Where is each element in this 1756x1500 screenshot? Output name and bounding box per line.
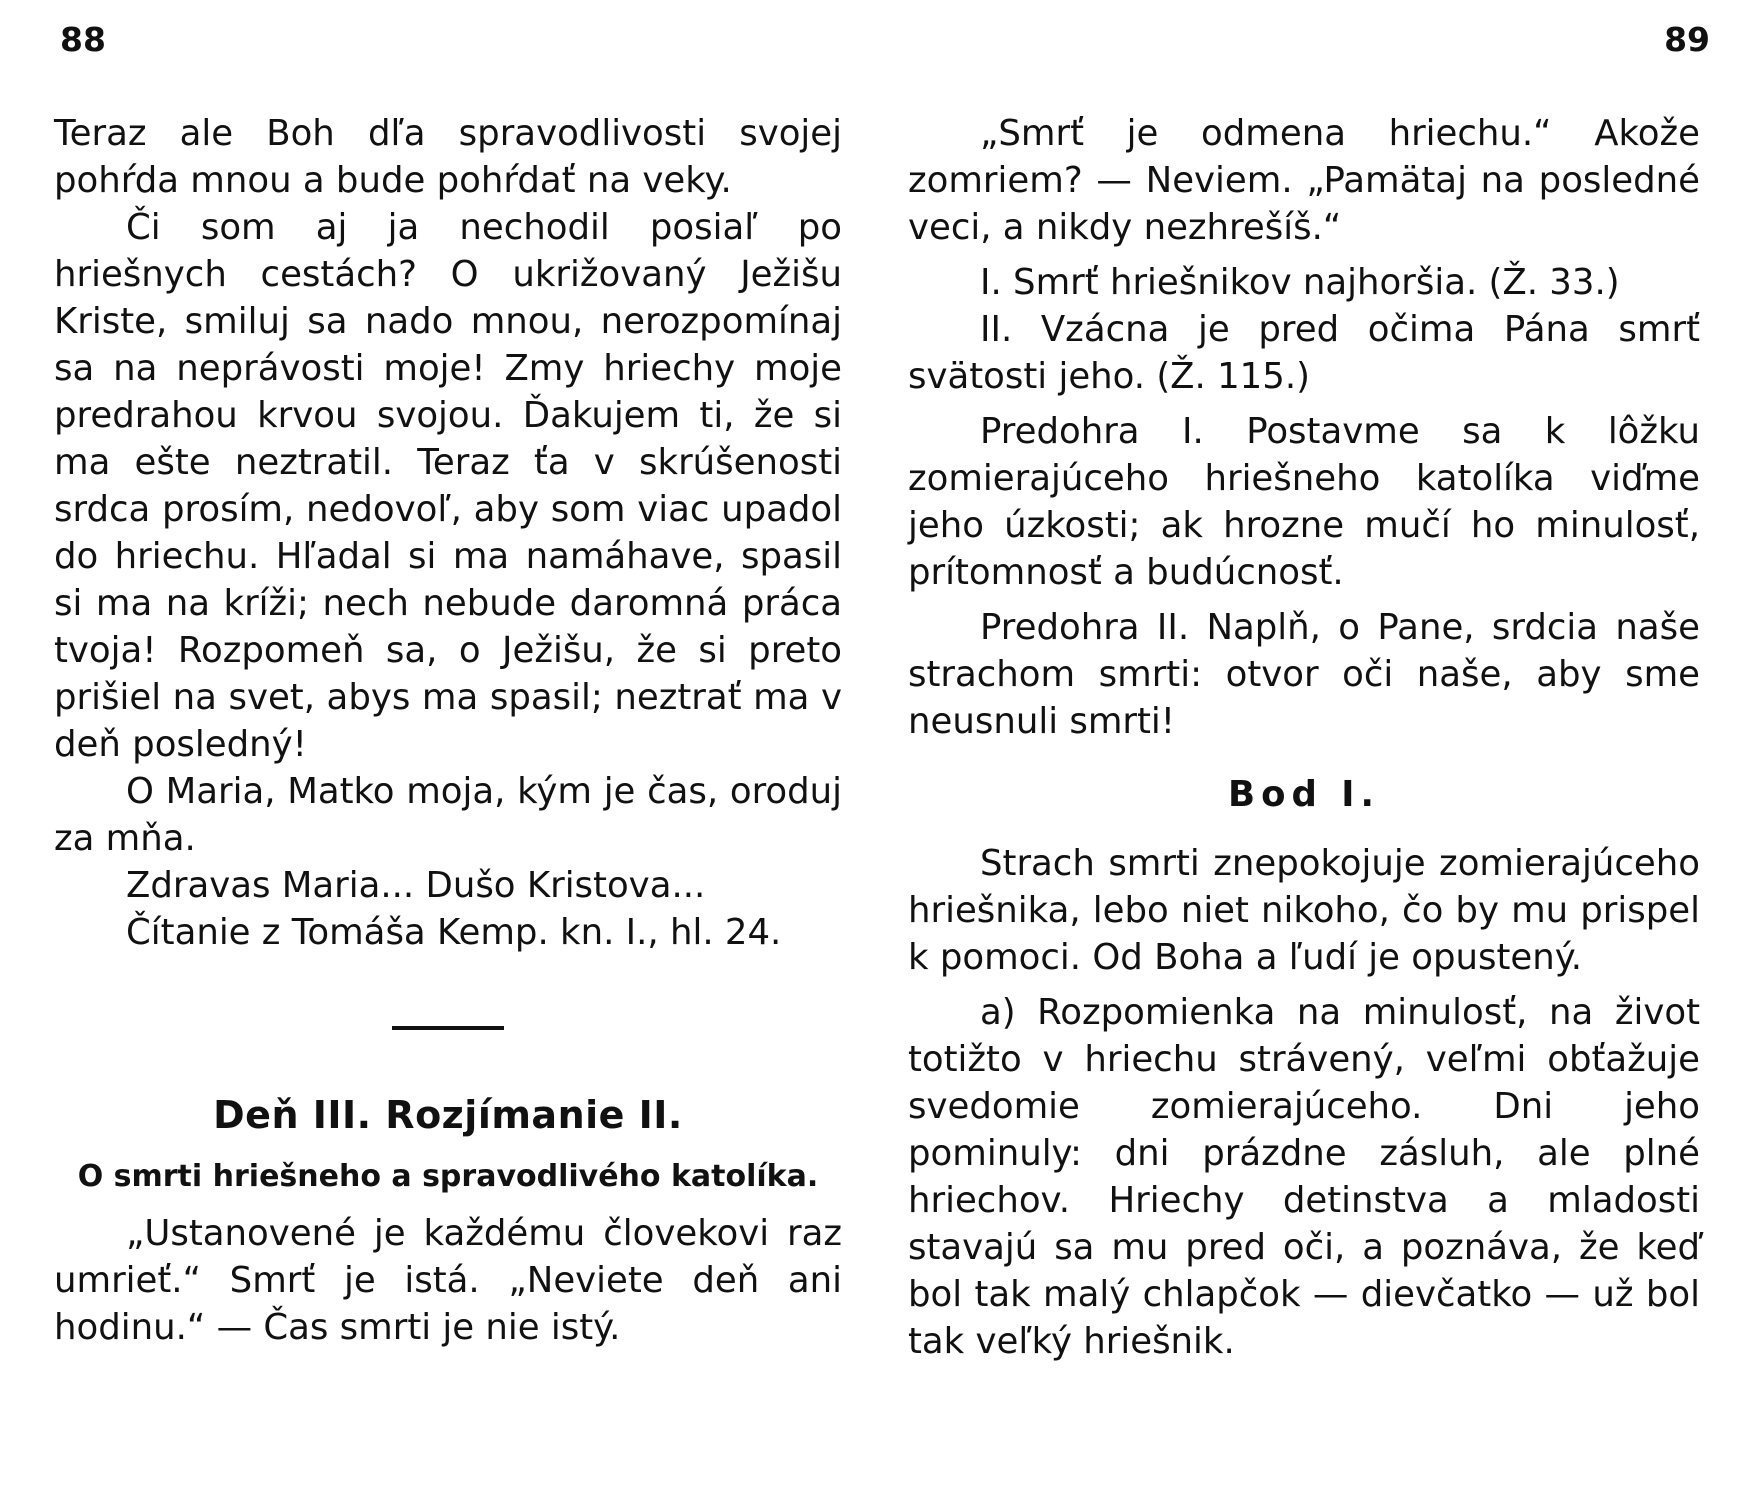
section-divider [392,1026,504,1030]
paragraph: Strach smrti znepokojuje zomierajúceho hriešnika, lebo niet nikoho, čo by mu prispel k pomoci. Od Boha a ľudí je opustený. [908,843,1700,978]
section-title: Bod I. [1228,774,1380,815]
chapter-title: Deň III. Rozjímanie II. [213,1093,683,1137]
paragraph: „Smrť je odmena hriechu.“ Akože zomriem? — Neviem. „Pamätaj na posledné veci, a nikdy nezhrešíš.“ [908,113,1700,248]
point-line: I. Smrť hriešnikov najhoršia. (Ž. 33.) [980,262,1620,303]
prelude-paragraph: Predohra I. Postavme sa k lôžku zomierajúceho hriešneho katolíka viďme jeho úzkosti; ak hrozne mučí ho minulosť, prítomnosť a budúcnosť. [908,411,1700,593]
paragraph: O Maria, Matko moja, kým je čas, oroduj za mňa. [54,771,842,859]
paragraph: a) Rozpomienka na minulosť, na život totižto v hriechu strávený, veľmi obťažuje svedomie zomierajúceho. Dni jeho pominuly: dni prázdne zásluh, ale plné hriechov. Hriechy detinstva a mladosti stavajú sa mu pred oči, a poznáva, že keď bol tak malý chlapčok — dievčatko — už bol tak veľký hriešnik. [908,992,1700,1362]
right-text-column [908,110,1700,1365]
prayer-line: Zdravas Maria... Dušo Kristova... [126,865,706,906]
page-number: 88 [60,20,106,59]
chapter-subtitle: O smrti hriešneho a spravodlivého katolíka. [77,1159,819,1194]
reading-line: Čítanie z Tomáša Kemp. kn. I., hl. 24. [126,912,782,953]
left-text-column [54,110,842,1351]
point-line: II. Vzácna je pred očima Pána smrť svätosti jeho. (Ž. 115.) [908,309,1700,397]
paragraph: „Ustanovené je každému človekovi raz umrieť.“ Smrť je istá. „Neviete deň ani hodinu.“ — Čas smrti je nie istý. [54,1213,842,1348]
prelude-paragraph: Predohra II. Naplň, o Pane, srdcia naše strachom smrti: otvor oči naše, aby sme neusnuli smrti! [908,607,1700,742]
paragraph: Či som aj ja nechodil posiaľ po hriešnych cestách? O ukrižovaný Ježišu Kriste, smiluj sa nado mnou, nerozpomínaj sa na neprávosti moje! Zmy hriechy moje predrahou krvou svojou. Ďakujem ti, že si ma ešte neztratil. Teraz ťa v skrúšenosti srdca prosím, nedovoľ, aby som viac upadol do hriechu. Hľadal si ma namáhave, spasil si ma na kríži; nech nebude daromná práca tvoja! Rozpomeň sa, o Ježišu, že si preto prišiel na svet, abys ma spasil; neztrať ma v deň posledný! [54,207,842,765]
right-page [878,0,1756,1500]
paragraph: Teraz ale Boh dľa spravodlivosti svojej pohŕda mnou a bude pohŕdať na veky. [54,113,842,201]
page-number: 89 [1664,20,1710,59]
